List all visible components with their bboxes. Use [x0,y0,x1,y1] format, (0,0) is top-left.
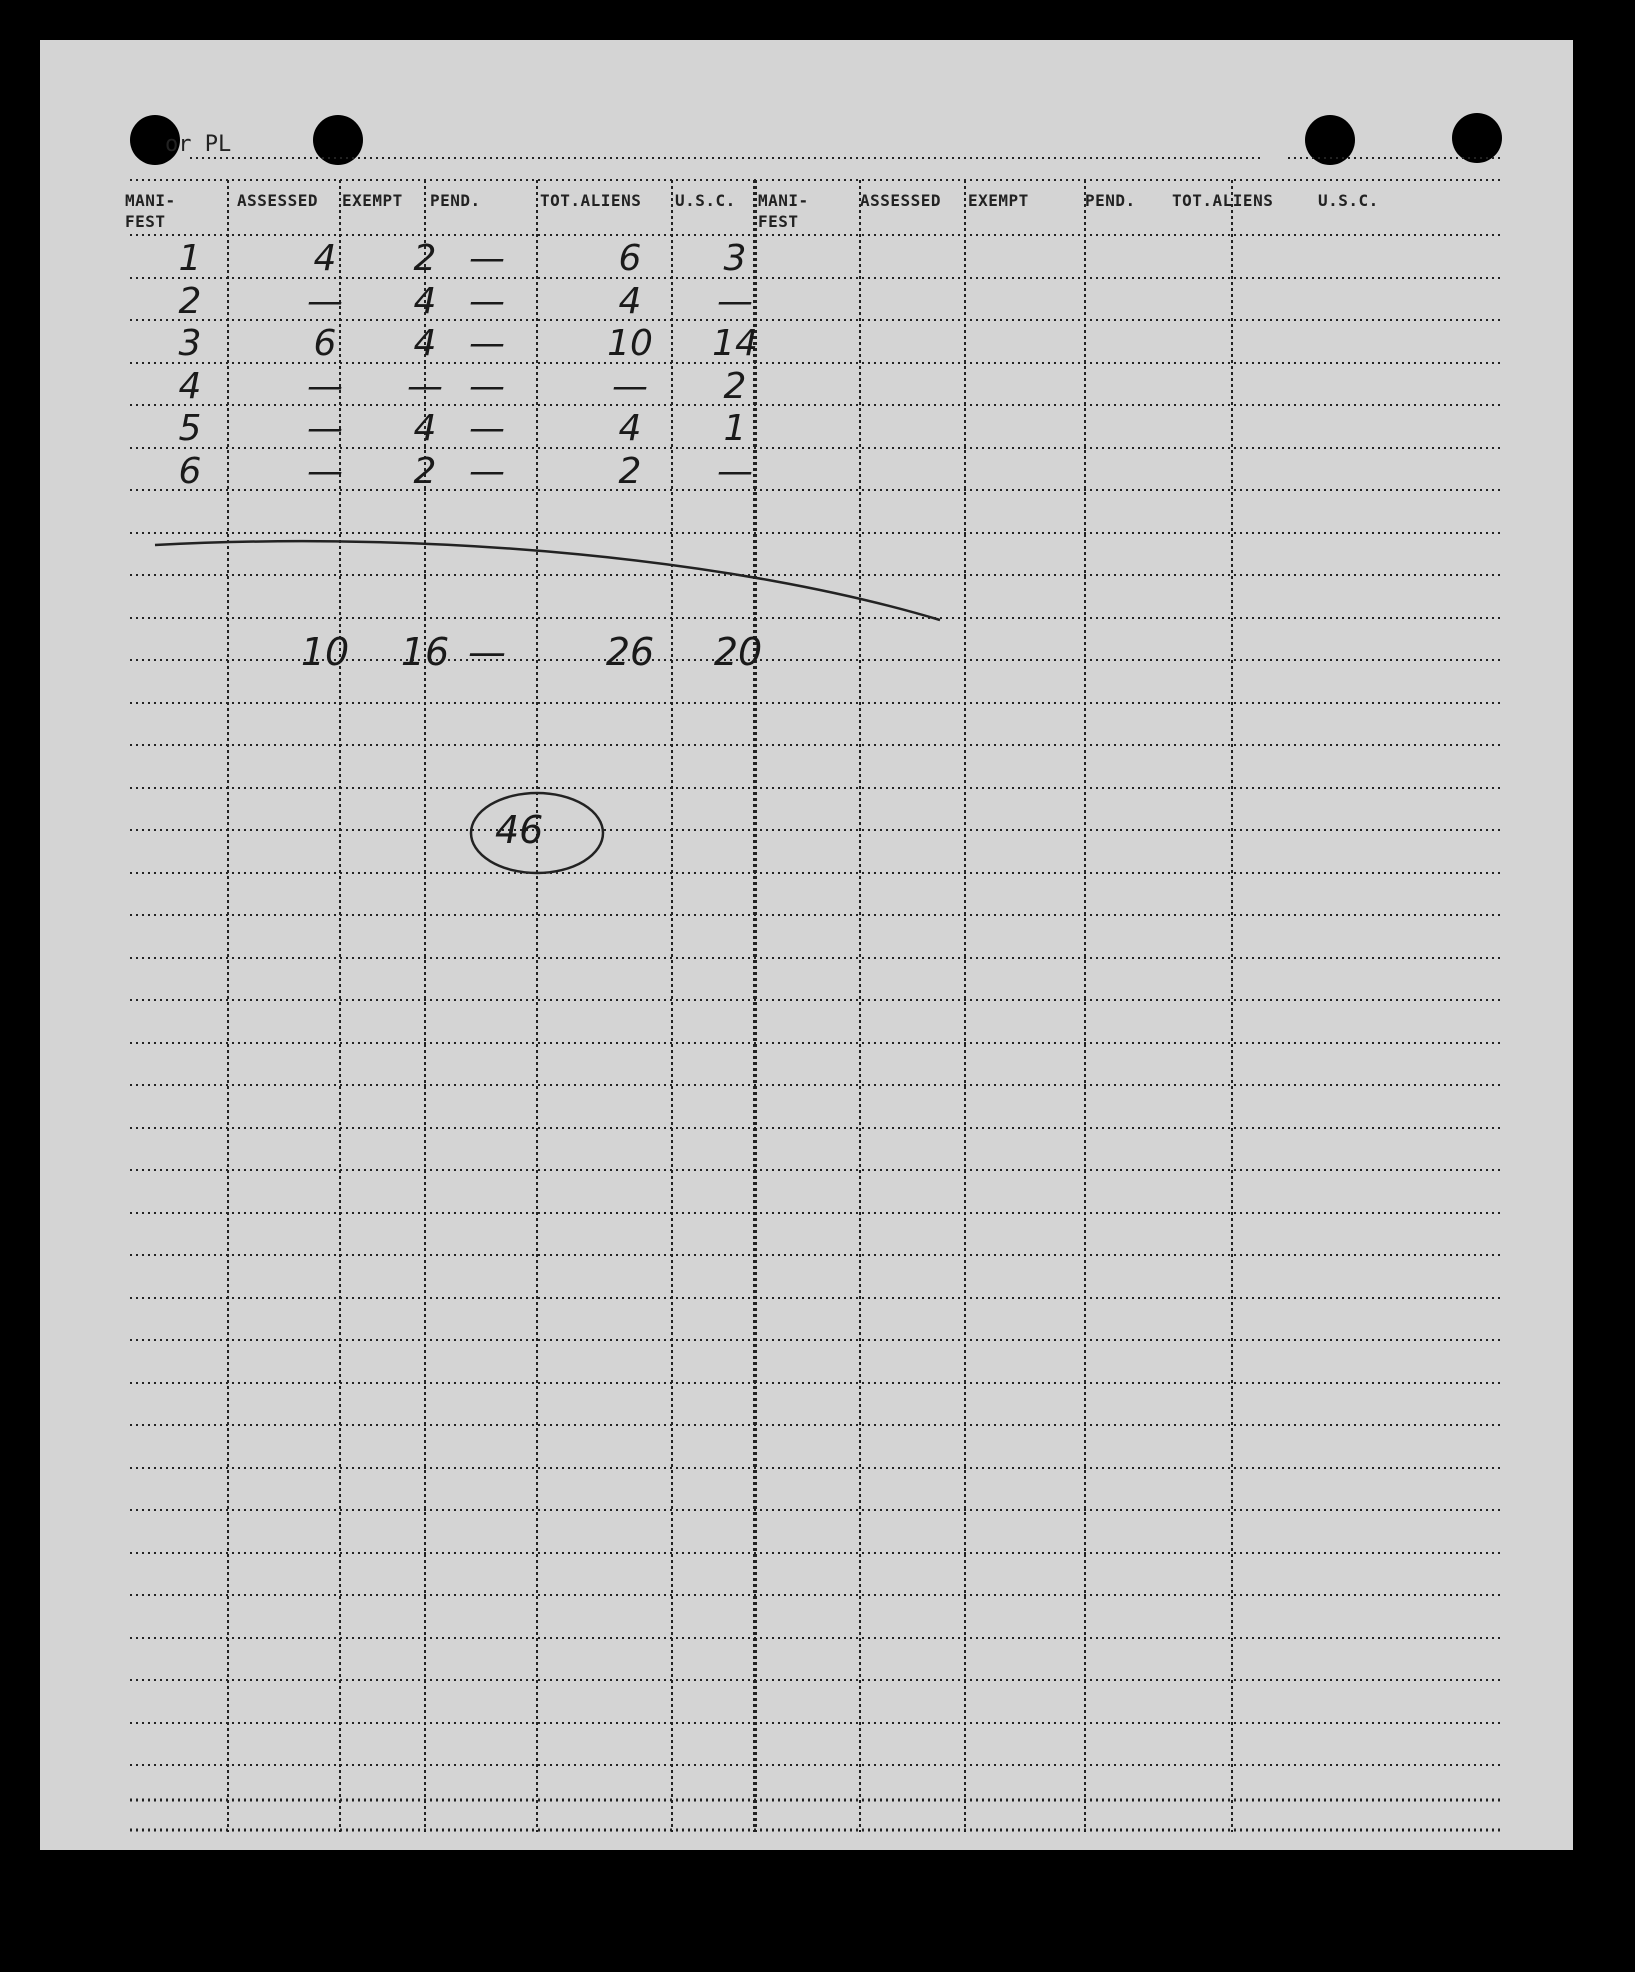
row-3-cell-2: 6 [313,323,337,364]
row-4-cell-6: 2 [723,365,747,407]
column-header-right-3: EXEMPT [968,191,1029,210]
circled-total: 46 [495,808,544,852]
total-cell-4: — [468,630,506,674]
row-1-cell-4: — [469,238,505,279]
row-1-cell-5: 6 [618,238,642,279]
row-4-cell-1: 4 [178,365,202,407]
row-6-cell-3: 2 [413,450,437,492]
column-header-right-1: MANI- FEST [758,191,809,231]
row-2-cell-4: — [469,280,505,322]
total-cell-2: 10 [300,630,350,674]
form-sheet [40,40,1573,1850]
column-header-right-4: PEND. [1085,191,1136,210]
row-6-cell-4: — [469,450,505,492]
row-5-cell-6: 1 [723,408,747,449]
row-5-cell-4: — [469,408,505,449]
row-5-cell-3: 4 [413,408,437,449]
row-2-cell-1: 2 [178,280,202,322]
row-6-cell-5: 2 [618,450,642,492]
row-4-cell-2: — [307,365,343,407]
row-1-cell-1: 1 [178,238,202,279]
row-3-cell-6: 14 [712,323,758,364]
row-1-cell-2: 4 [313,238,337,279]
column-header-right-5: TOT.ALIENS [1172,191,1274,210]
row-5-cell-2: — [307,408,343,449]
row-1-cell-6: 3 [723,238,747,279]
column-header-left-2: ASSESSED [237,191,319,210]
row-3-cell-1: 3 [178,323,202,364]
column-header-left-1: MANI- FEST [125,191,176,231]
column-header-left-5: TOT.ALIENS [540,191,642,210]
row-6-cell-2: — [307,450,343,492]
row-4-cell-5: — [612,365,648,407]
row-2-cell-2: — [307,280,343,322]
column-header-left-4: PEND. [430,191,481,210]
row-2-cell-3: 4 [413,280,437,322]
ledger-grid [40,40,1573,1850]
row-6-cell-6: — [717,450,753,492]
column-header-left-3: EXEMPT [342,191,403,210]
form-title: or PL [165,132,232,157]
row-5-cell-1: 5 [178,408,202,449]
row-3-cell-4: — [469,323,505,364]
row-5-cell-5: 4 [618,408,642,449]
row-4-cell-4: — [469,365,505,407]
column-header-right-2: ASSESSED [860,191,942,210]
column-header-left-6: U.S.C. [675,191,736,210]
column-header-right-6: U.S.C. [1318,191,1379,210]
row-3-cell-3: 4 [413,323,437,364]
row-2-cell-5: 4 [618,280,642,322]
row-1-cell-3: 2 [413,238,437,279]
total-cell-6: 20 [713,630,763,674]
total-cell-3: 16 [400,630,450,674]
row-4-cell-3: — [407,365,443,407]
row-3-cell-5: 10 [607,323,653,364]
total-cell-5: 26 [605,630,655,674]
row-6-cell-1: 6 [178,450,202,492]
row-2-cell-6: — [717,280,753,322]
